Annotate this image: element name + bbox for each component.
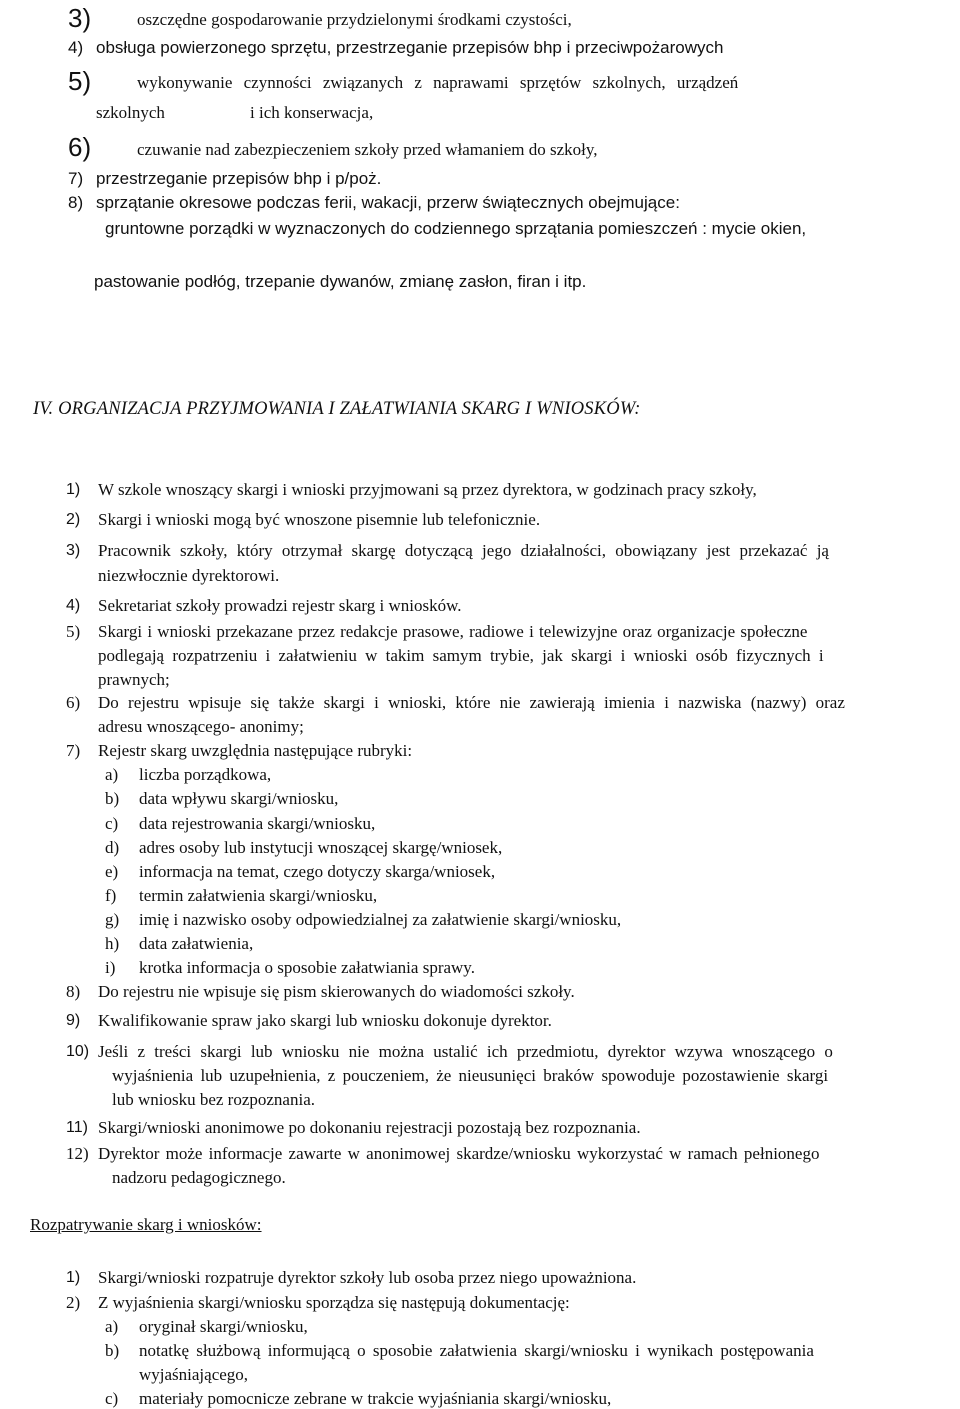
list-item-continuation: pastowanie podłóg, trzepanie dywanów, zmianę zasłon, firan i itp. <box>94 272 587 291</box>
list-item-text: W szkole wnoszący skargi i wnioski przyjmowani są przez dyrektora, w godzinach pracy szkoły, <box>98 480 757 499</box>
list-item-text: Dyrektor może informacje zawarte w anonimowej skardze/wniosku wykorzystać w ramach pełnionego <box>98 1144 820 1163</box>
sub-item-text: krotka informacja o sposobie załatwiania sprawy. <box>139 958 475 977</box>
list-item-continuation: wyjaśnienia lub uzupełnienia, z pouczeniem, że nieusunięci braków spowoduje pozostawienie skargi <box>112 1066 829 1085</box>
list-number: 12) <box>66 1144 89 1163</box>
sub-item-letter: h) <box>105 934 120 953</box>
list-number: 7) <box>66 741 81 760</box>
sub-item-letter: d) <box>105 838 120 857</box>
list-number: 1) <box>66 481 81 498</box>
sub-item-letter: f) <box>105 886 117 905</box>
sub-item-text: termin załatwienia skargi/wniosku, <box>139 886 378 905</box>
list-item-text: Skargi i wnioski przekazane przez redakcje prasowe, radiowe i telewizyjne oraz organizacje społeczne <box>98 622 808 641</box>
list-number: 8) <box>66 982 81 1001</box>
list-item-text: Z wyjaśnienia skargi/wniosku sporządza się następują dokumentację: <box>98 1293 570 1312</box>
list-item-text: Pracownik szkoły, który otrzymał skargę dotyczącą jego działalności, obowiązany jest przekazać ją <box>98 541 829 560</box>
list-number: 8) <box>68 193 84 212</box>
list-item-continuation: i ich konserwacja, <box>250 103 374 122</box>
list-item-text: wykonywanie czynności związanych z naprawami sprzętów szkolnych, urządzeń <box>137 73 739 92</box>
list-number: 6) <box>66 693 81 712</box>
list-item-text: Rejestr skarg uwzględnia następujące rubryki: <box>98 741 413 760</box>
list-item-text: Skargi/wnioski anonimowe po dokonaniu rejestracji pozostają bez rozpoznania. <box>98 1118 641 1137</box>
list-number: 3) <box>66 542 81 559</box>
list-number: 5) <box>66 622 81 641</box>
sub-item-text: informacja na temat, czego dotyczy skarga/wniosek, <box>139 862 496 881</box>
list-item-text: oszczędne gospodarowanie przydzielonymi środkami czystości, <box>137 10 572 29</box>
sub-item-text: imię i nazwisko osoby odpowiedzialnej za załatwienie skargi/wniosku, <box>139 910 622 929</box>
sub-item-text: data rejestrowania skargi/wniosku, <box>139 814 376 833</box>
list-number: 3) <box>68 3 92 33</box>
list-item-text: czuwanie nad zabezpieczeniem szkoły przed włamaniem do szkoły, <box>137 140 598 159</box>
list-item-text: Do rejestru wpisuje się także skargi i wnioski, które nie zawierają imienia i nazwiska (nazwy) oraz <box>98 693 845 712</box>
sub-item-letter: c) <box>105 1389 119 1408</box>
sub-item-continuation: wyjaśniającego, <box>139 1365 249 1384</box>
list-item-text: sprzątanie okresowe podczas ferii, wakacji, przerw świątecznych obejmujące: <box>96 193 680 212</box>
sub-item-letter: e) <box>105 862 119 881</box>
list-item-text: Jeśli z treści skargi lub wniosku nie można ustalić ich przedmiotu, dyrektor wzywa wnoszącego o <box>98 1042 833 1061</box>
sub-item-text: oryginał skargi/wniosku, <box>139 1317 308 1336</box>
list-number: 9) <box>66 1012 81 1029</box>
sub-item-letter: b) <box>105 789 120 808</box>
list-item-text: obsługa powierzonego sprzętu, przestrzeganie przepisów bhp i przeciwpożarowych <box>96 38 724 57</box>
sub-item-text: liczba porządkowa, <box>139 765 272 784</box>
subsection-heading: Rozpatrywanie skarg i wniosków: <box>30 1215 262 1234</box>
sub-item-text: adres osoby lub instytucji wnoszącej skargę/wniosek, <box>139 838 503 857</box>
sub-item-text: materiały pomocnicze zebrane w trakcie wyjaśniania skargi/wniosku, <box>139 1389 612 1408</box>
list-item-continuation: gruntowne porządki w wyznaczonych do codziennego sprzątania pomieszczeń : mycie okien, <box>105 219 807 238</box>
list-item-continuation: niezwłocznie dyrektorowi. <box>98 566 280 585</box>
sub-item-letter: a) <box>105 1317 119 1336</box>
list-number: 5) <box>68 66 92 96</box>
list-number: 4) <box>66 597 81 614</box>
list-item-continuation: nadzoru pedagogicznego. <box>112 1168 286 1187</box>
sub-item-letter: c) <box>105 814 119 833</box>
list-item-text: Kwalifikowanie spraw jako skargi lub wniosku dokonuje dyrektor. <box>98 1011 552 1030</box>
sub-item-letter: b) <box>105 1341 120 1360</box>
sub-item-letter: i) <box>105 958 116 977</box>
sub-item-text: data wpływu skargi/wniosku, <box>139 789 339 808</box>
sub-item-text: notatkę służbową informującą o sposobie załatwienia skargi/wniosku i wynikach postępowania <box>139 1341 814 1360</box>
list-item-text: Skargi i wnioski mogą być wnoszone pisemnie lub telefonicznie. <box>98 510 541 529</box>
list-item-continuation: szkolnych <box>96 103 165 122</box>
list-item-text: Do rejestru nie wpisuje się pism skierowanych do wiadomości szkoły. <box>98 982 575 1001</box>
list-number: 2) <box>66 1293 81 1312</box>
list-item-continuation: podlegają rozpatrzeniu i załatwieniu w takim samym trybie, jak skargi i wnioski osób fizycznych i <box>98 646 824 665</box>
list-item-text: Skargi/wnioski rozpatruje dyrektor szkoły lub osoba przez niego upoważniona. <box>98 1268 637 1287</box>
list-number: 11) <box>66 1119 88 1136</box>
list-number: 4) <box>68 38 84 57</box>
list-item-continuation: lub wniosku bez rozpoznania. <box>112 1090 315 1109</box>
list-number: 7) <box>68 169 84 188</box>
list-item-text: przestrzeganie przepisów bhp i p/poż. <box>96 169 382 188</box>
sub-item-letter: a) <box>105 765 119 784</box>
list-item-text: Sekretariat szkoły prowadzi rejestr skarg i wniosków. <box>98 596 462 615</box>
list-number: 2) <box>66 511 81 528</box>
list-number: 6) <box>68 132 92 162</box>
sub-item-letter: g) <box>105 910 120 929</box>
list-number: 10) <box>66 1043 90 1060</box>
list-item-continuation: prawnych; <box>98 670 170 689</box>
sub-item-text: data załatwienia, <box>139 934 254 953</box>
list-number: 1) <box>66 1269 81 1286</box>
list-item-continuation: adresu wnoszącego- anonimy; <box>98 717 304 736</box>
section-heading: IV. ORGANIZACJA PRZYJMOWANIA I ZAŁATWIANIA SKARG I WNIOSKÓW: <box>33 399 641 419</box>
